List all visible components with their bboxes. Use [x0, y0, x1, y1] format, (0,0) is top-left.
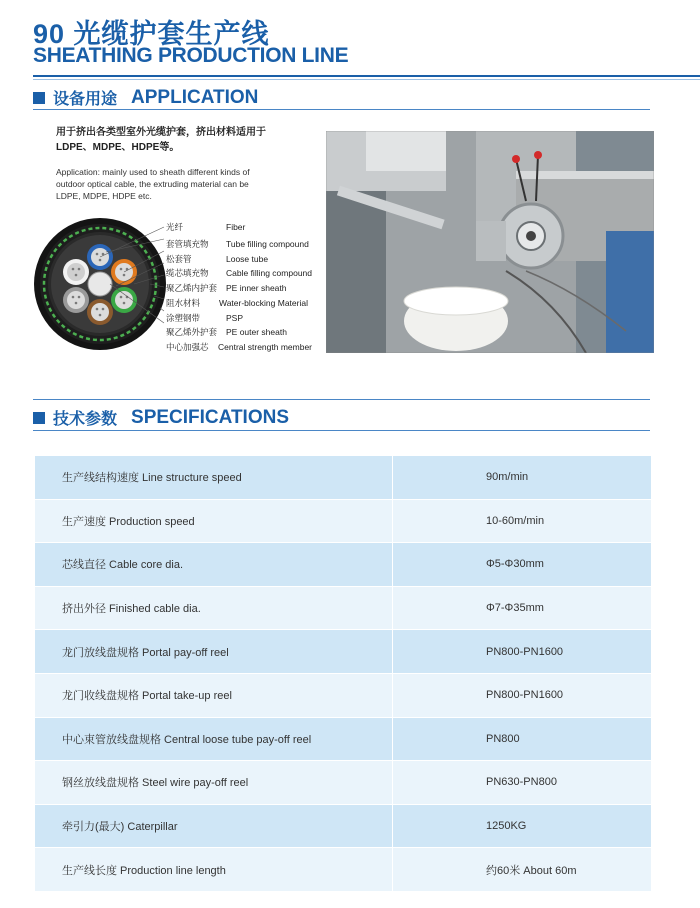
spec-label: 芯线直径 Cable core dia. — [35, 543, 393, 587]
spec-value: 10-60m/min — [393, 499, 652, 543]
application-heading — [33, 86, 258, 109]
title-subrule — [33, 79, 700, 80]
page-title-en: SHEATHING PRODUCTION LINE — [33, 44, 349, 67]
legend-item-en: Water-blocking Material — [219, 298, 308, 308]
application-heading-en: APPLICATION — [131, 86, 259, 108]
legend-item-en: Tube filling compound — [226, 239, 309, 249]
section-square-icon — [33, 412, 45, 424]
legend-item-cn: 套管填充物 — [166, 239, 209, 249]
table-row — [35, 499, 651, 543]
legend-item-en: Fiber — [226, 222, 246, 232]
cable-cross-section-image — [30, 212, 166, 352]
legend-item-en: PSP — [226, 313, 244, 323]
page-title-cn: 90 光缆护套生产线 — [33, 19, 270, 49]
spec-label: 挤出外径 Finished cable dia. — [35, 586, 393, 630]
legend-item-cn: 聚乙烯外护套 — [166, 327, 218, 337]
specifications-top-divider — [33, 399, 650, 400]
spec-label: 牵引力(最大) Caterpillar — [35, 804, 393, 848]
table-row — [35, 761, 651, 805]
legend-item-en: Loose tube — [226, 254, 269, 264]
spec-label: 生产速度 Production speed — [35, 499, 393, 543]
legend-item-en: Cable filling compound — [226, 268, 312, 278]
legend-item-en: PE outer sheath — [226, 327, 287, 337]
specifications-table — [35, 456, 651, 892]
table-row — [35, 586, 651, 630]
spec-value: PN800-PN1600 — [393, 630, 652, 674]
table-row — [35, 630, 651, 674]
legend-item-cn: 缆芯填充物 — [166, 268, 209, 278]
application-divider — [33, 109, 650, 110]
specifications-heading — [33, 406, 289, 429]
table-row — [35, 673, 651, 717]
legend-item-en: Central strength member — [218, 342, 313, 352]
legend-item-cn: 光纤 — [166, 222, 184, 232]
application-text-cn-line: 用于挤出各类型室外光缆护套，挤出材料适用于 — [56, 127, 266, 138]
spec-value: 约60米 About 60m — [393, 848, 652, 892]
spec-label: 生产线长度 Production line length — [35, 848, 393, 892]
application-text-en-line: Application: mainly used to sheath different kinds of — [56, 167, 250, 177]
legend-item-en: PE inner sheath — [226, 283, 287, 293]
section-square-icon — [33, 92, 45, 104]
spec-label: 中心束管放线盘规格 Central loose tube pay-off reel — [35, 717, 393, 761]
production-line-photo — [326, 131, 654, 353]
table-row — [35, 543, 651, 587]
application-text-cn — [56, 125, 311, 155]
title-rule — [33, 75, 700, 77]
application-text-en-line: outdoor optical cable, the extruding material can be — [56, 179, 249, 189]
legend-item-cn: 阻水材料 — [166, 298, 201, 308]
table-row — [35, 848, 651, 892]
application-text-en — [56, 166, 326, 202]
specifications-divider — [33, 430, 650, 431]
legend-item-cn: 涂塑钢带 — [166, 313, 201, 323]
specifications-heading-en: SPECIFICATIONS — [131, 406, 290, 428]
table-row — [35, 717, 651, 761]
legend-item-cn: 松套管 — [166, 254, 192, 264]
spec-label: 龙门放线盘规格 Portal pay-off reel — [35, 630, 393, 674]
spec-value: Φ7-Φ35mm — [393, 586, 652, 630]
application-text-cn-line: LDPE、MDPE、HDPE等。 — [56, 142, 180, 153]
spec-value: PN800 — [393, 717, 652, 761]
spec-value: 90m/min — [393, 456, 652, 499]
spec-value: 1250KG — [393, 804, 652, 848]
application-text-en-line: LDPE, MDPE, HDPE etc. — [56, 191, 152, 201]
table-row — [35, 456, 651, 499]
spec-label: 生产线结构速度 Line structure speed — [35, 456, 393, 499]
table-row — [35, 804, 651, 848]
spec-value: PN630-PN800 — [393, 761, 652, 805]
legend-item-cn: 聚乙烯内护套 — [166, 283, 218, 293]
legend-item-cn: 中心加强芯 — [166, 342, 209, 352]
application-heading-cn: 设备用途 — [53, 91, 118, 108]
specifications-heading-cn: 技术参数 — [53, 411, 118, 428]
spec-label: 龙门收线盘规格 Portal take-up reel — [35, 673, 393, 717]
spec-label: 钢丝放线盘规格 Steel wire pay-off reel — [35, 761, 393, 805]
spec-value: PN800-PN1600 — [393, 673, 652, 717]
spec-value: Φ5-Φ30mm — [393, 543, 652, 587]
